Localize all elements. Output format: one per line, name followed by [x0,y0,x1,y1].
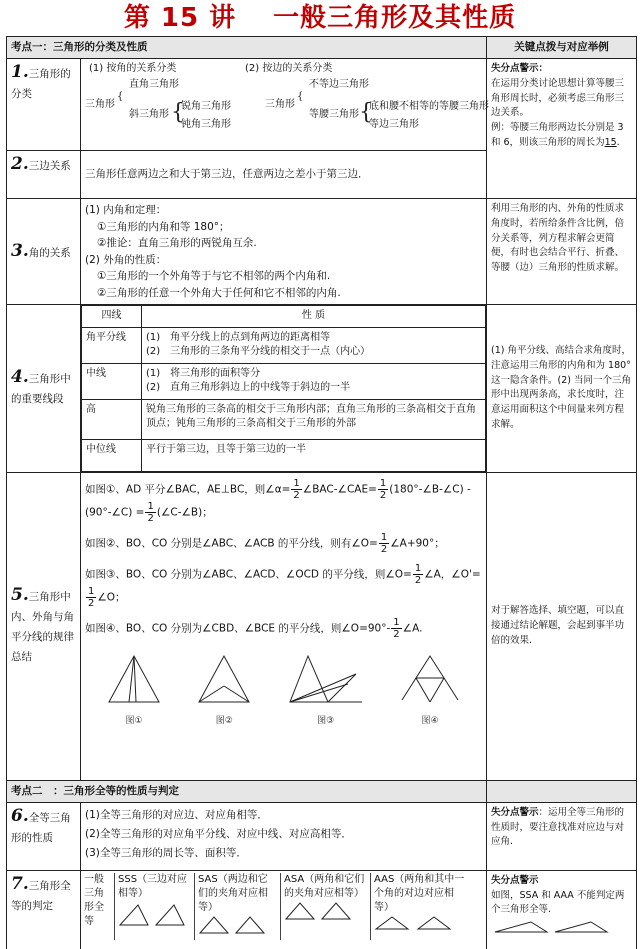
triangle-pair-icon [374,915,454,931]
segments-content [81,305,487,473]
section-header-2 [7,780,637,802]
row-label-1: 1.三角形的分类 [7,59,81,151]
figure-1: 图① [105,652,163,728]
isosceles-label: 等腰三角形 [309,109,359,121]
section-header-1 [7,37,637,59]
brace-icon: { [297,91,304,103]
row-classification [7,59,637,151]
tip-7: 失分点警示 如图，SSA 和 AAA 不能判定两个三角形全等. [487,870,637,949]
tip-1: 失分点警示： 在运用分类讨论思想计算等腰三角形周长时，必须考虑三角形三边关系。 例：等腰三角形两边长分别是 3 和 6，则该三角形的周长为15. [487,59,637,199]
triangle-pair-icon [198,915,268,935]
criteria-aas: AAS（两角和其中一个角的对边对应相等） [371,873,475,940]
segment-name: 中位线 [82,439,142,471]
triangle-pair-icon [118,901,188,927]
row-label-3: 3.角的关系 [7,199,81,305]
segments-table: 四线 性 质 角平分线 (1) 角平分线上的点到角两边的距离相等 (2) 三角形的三条角平分线的相交于一点（内心） 中线 (1) 将三角形的面积等分 (2) 直角三角形斜边上的中线等于斜边的一半 高 锐角三角形的三条高的相交于三角形内部；直角三角形的三条高相交于直角顶点；钝角三角形的三条高相交于三角形的外部 中位线 平行于第三边，且等于第三边的一半 [81,305,486,472]
obtuse-triangle-label: 钝角三角形 [181,119,231,131]
criteria-general: 一般三角形全等 [81,873,115,940]
brace-icon: { [117,91,124,103]
figure-2: 图② [195,652,253,728]
formula-4: 如图④、BO、CO 分别为∠CBD、∠BCE 的平分线，则∠O=90°- $\frac{1}{2}$ ∠A. [85,616,423,640]
classification-content [81,59,487,151]
section-title-2: 考点二 ：三角形全等的性质与判定 [7,780,487,802]
base-unequal-label: 底和腰不相等的等腰三角形 [369,101,489,113]
right-triangle-label: 直角三角形 [129,79,179,91]
tips-column-title: 关键点拨与对应举例 [487,37,637,59]
triangle-figure-icon [286,652,366,710]
criteria-asa: ASA（两角和它们的夹角对应相等） [281,873,371,940]
side-relation-text: 三角形任意两边之和大于第三边，任意两边之差小于第三边． [81,151,487,199]
row-angle-relation [7,199,637,305]
by-angle-title: (1) 按角的关系分类 [89,63,177,75]
row-label-4: 4.三角形中的重要线段 [7,305,81,473]
segment-name: 中线 [82,363,142,399]
brace-icon: { [359,100,373,126]
row-label-6: 6.全等三角形的性质 [7,802,81,870]
section-title-1: 考点一：三角形的分类及性质 [7,37,487,59]
triangle-pair-icon [284,901,354,921]
brace-icon: { [171,100,185,126]
row-important-segments [7,305,637,473]
row-label-5: 5.三角形中内、外角与角平分线的规律总结 [7,472,81,780]
tree-root-angle: 三角形 [85,99,115,111]
oblique-triangle-label: 斜三角形 [129,109,169,121]
tree-root-side: 三角形 [265,99,295,111]
knowledge-table [6,36,637,949]
tip-6: 失分点警示：运用全等三角形的性质时，要注意找准对应边与对应角. [487,802,637,870]
formula-2: 如图②、BO、CO 分别是∠ABC、∠ACB 的平分线，则有∠O= $\frac{1}{2}$ ∠A+90°； [85,531,445,555]
segment-name: 高 [82,399,142,439]
criteria-sas: SAS（两边和它们的夹角对应相等） [195,873,281,940]
triangle-figure-icon [105,652,163,710]
figure-3: 图③ [286,652,366,728]
by-side-title: (2) 按边的关系分类 [245,63,333,75]
tip-4: (1) 角平分线、高结合求角度时，注意运用三角形的内角和为 180°这一隐含条件。(2) 当同一个三角形中出现两条高，求长度时，注意运用面积这个中间量来列方程求解。 [487,305,637,473]
classification-tree [85,62,489,144]
criteria-grid [81,873,486,940]
tip-3: 利用三角形的内、外角的性质求角度时，若所给条件含比例，倍分关系等，列方程求解会更简便，有时也会结合平行、折叠、等腰（边）三角形的性质求解。 [487,199,637,305]
tip-5: 对于解答选择、填空题，可以直接通过结论解题，会起到事半功倍的效果. [487,472,637,780]
rules-content [81,472,487,780]
figures [85,648,482,728]
row-congruent-criteria [7,870,637,949]
formula-3: 如图③、BO、CO 分别为∠ABC、∠ACD、∠OCD 的平分线，则∠O= $\frac{1}{2}$ ∠A，∠O'= $\frac{1}{2}$ ∠O； [85,562,481,609]
equilateral-label: 等边三角形 [369,119,419,131]
criteria-sss: SSS（三边对应相等） [115,873,195,940]
formula-1: 如图①、AD 平分∠BAC，AE⊥BC，则∠α= $\frac{1}{2}$ ∠BAC-∠CAE= $\frac{1}{2}$ (180°-∠B-∠C) - (90°-∠C) = $\frac{1}{2}$ (∠C-∠B)； [85,477,471,524]
row-congruent-properties [7,802,637,870]
congruent-properties-content: (1)全等三角形的对应边、对应角相等． (2)全等三角形的对应角平分线、对应中线、对应高相等． (3)全等三角形的周长等、面积等． [81,802,487,870]
angle-relation-content: (1) 内角和定理： ①三角形的内角和等 180°； ②推论：直角三角形的两锐角互余. (2) 外角的性质： ①三角形的一个外角等于与它不相邻的两个内角和. ②三角形的任意一个外角大于任何和它不相邻的内角. [81,199,487,305]
page-title: 第 15 讲 一般三角形及其性质 [123,3,517,33]
row-label-2: 2.三边关系 [7,151,81,199]
acute-triangle-label: 锐角三角形 [181,101,231,113]
row-label-7: 7.三角形全等的判定 [7,870,81,949]
triangle-pair-icon [491,918,611,934]
congruent-criteria-content [81,870,487,949]
triangle-figure-icon [195,652,253,710]
figure-4: 图④ [398,652,462,728]
scalene-label: 不等边三角形 [309,79,369,91]
triangle-figure-icon [398,652,462,710]
segment-name: 角平分线 [82,327,142,363]
row-angle-bisector-rules [7,472,637,780]
